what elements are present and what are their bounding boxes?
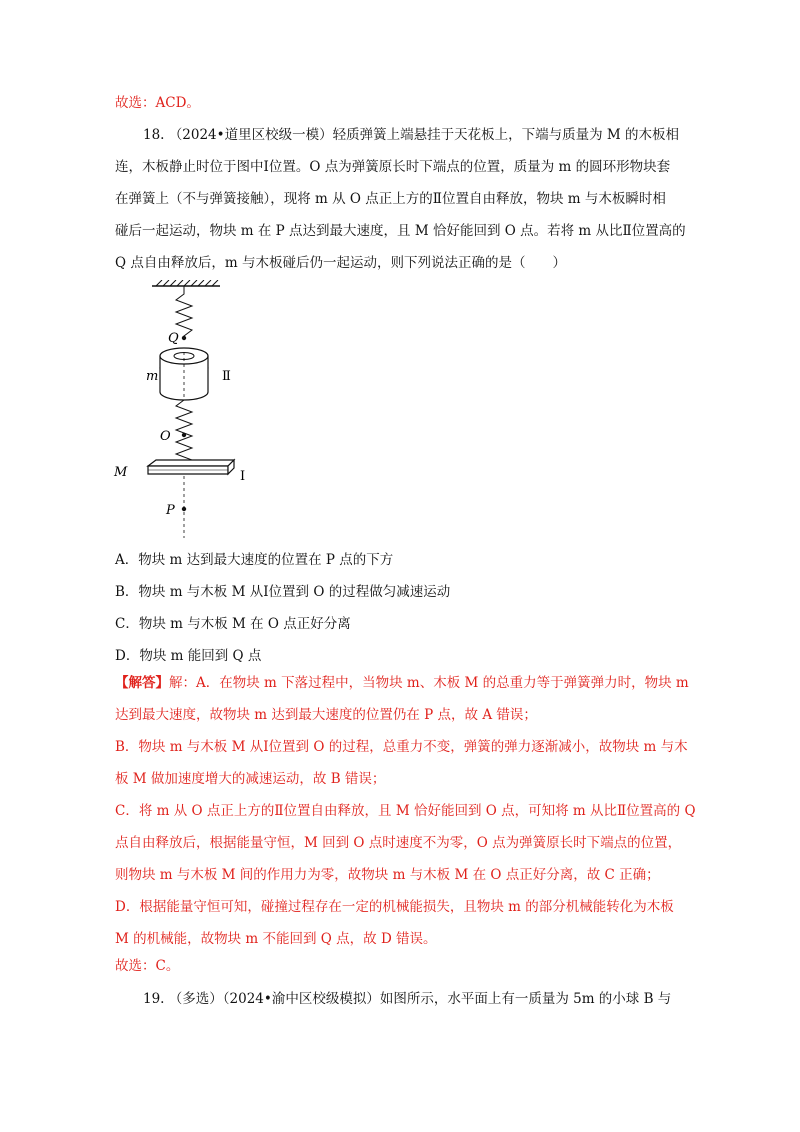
q18-answer: 故选：C。	[115, 958, 180, 974]
label-position-i: I	[240, 469, 246, 484]
q18-stem-line-4: 碰后一起运动，物块 m 在 P 点达到最大速度，且 M 恰好能回到 O 点。若将 m 从比Ⅱ位置高的	[115, 223, 686, 239]
q18-stem-line-2: 连，木板静止时位于图中Ⅰ位置。O 点为弹簧原长时下端点的位置，质量为 m 的圆环形物块套	[115, 159, 671, 175]
question-19-line-1: 19. （多选）（2024•渝中区校级模拟）如图所示，水平面上有一质量为 5m 的小球 B 与	[143, 991, 672, 1007]
solution-line-1-text: 解：A．在物块 m 下落过程中，当物块 m、木板 M 的总重力等于弹簧弹力时，物块 m	[169, 675, 689, 691]
solution-tag: 【解答】	[115, 675, 169, 691]
solution-line-6: 点自由释放后，根据能量守恒，M 回到 O 点时速度不为零，O 点为弹簧原长时下端点的位置，	[115, 835, 682, 851]
solution-line-4: 板 M 做加速度增大的减速运动，故 B 错误；	[115, 771, 386, 787]
label-p: P	[166, 503, 175, 518]
solution-line-3: B．物块 m 与木板 M 从Ⅰ位置到 O 的过程，总重力不变，弹簧的弹力逐渐减小，故物块 m 与木	[115, 739, 688, 755]
label-position-ii: Ⅱ	[222, 369, 231, 384]
solution-line-9: M 的机械能，故物块 m 不能回到 Q 点，故 D 错误。	[115, 931, 437, 947]
solution-line-2: 达到最大速度，故物块 m 达到最大速度的位置仍在 P 点，故 A 错误；	[115, 707, 537, 723]
ring-block-m	[160, 348, 208, 400]
spring-board-figure	[108, 280, 268, 540]
q18-stem-line-3: 在弹簧上（不与弹簧接触），现将 m 从 O 点正上方的Ⅱ位置自由释放，物块 m 与木板瞬时相	[115, 191, 666, 207]
label-q: Q	[168, 331, 179, 346]
point-q	[182, 336, 186, 340]
option-c: C．物块 m 与木板 M 在 O 点正好分离	[115, 616, 351, 632]
option-a: A．物块 m 达到最大速度的位置在 P 点的下方	[115, 552, 394, 568]
q18-stem-line-5: Q 点自由释放后，m 与木板碰后仍一起运动，则下列说法正确的是（ ）	[115, 255, 566, 271]
solution-line-8: D．根据能量守恒可知，碰撞过程存在一定的机械能损失，且物块 m 的部分机械能转化为木板	[115, 899, 674, 915]
point-o	[182, 433, 186, 437]
q18-stem-line-1: 18. （2024•道里区校级一模）轻质弹簧上端悬挂于天花板上，下端与质量为 M 的木板相	[143, 127, 679, 143]
board-m	[148, 460, 234, 474]
label-m: m	[146, 369, 159, 384]
option-d: D．物块 m 能回到 Q 点	[115, 648, 262, 664]
solution-line-7: 则物块 m 与木板 M 间的作用力为零，故物块 m 与木板 M 在 O 点正好分离，故 C 正确；	[115, 867, 660, 883]
option-b: B．物块 m 与木板 M 从Ⅰ位置到 O 的过程做匀减速运动	[115, 584, 451, 600]
solution-line-1	[115, 673, 710, 693]
point-p	[182, 507, 186, 511]
ceiling	[152, 280, 220, 286]
solution-line-5: C．将 m 从 O 点正上方的Ⅱ位置自由释放，且 M 恰好能回到 O 点，可知将 m 从比Ⅱ位置高的 Q	[115, 803, 696, 819]
previous-answer: 故选：ACD。	[115, 95, 200, 111]
label-o: O	[160, 429, 171, 444]
label-board-m: M	[114, 465, 128, 480]
